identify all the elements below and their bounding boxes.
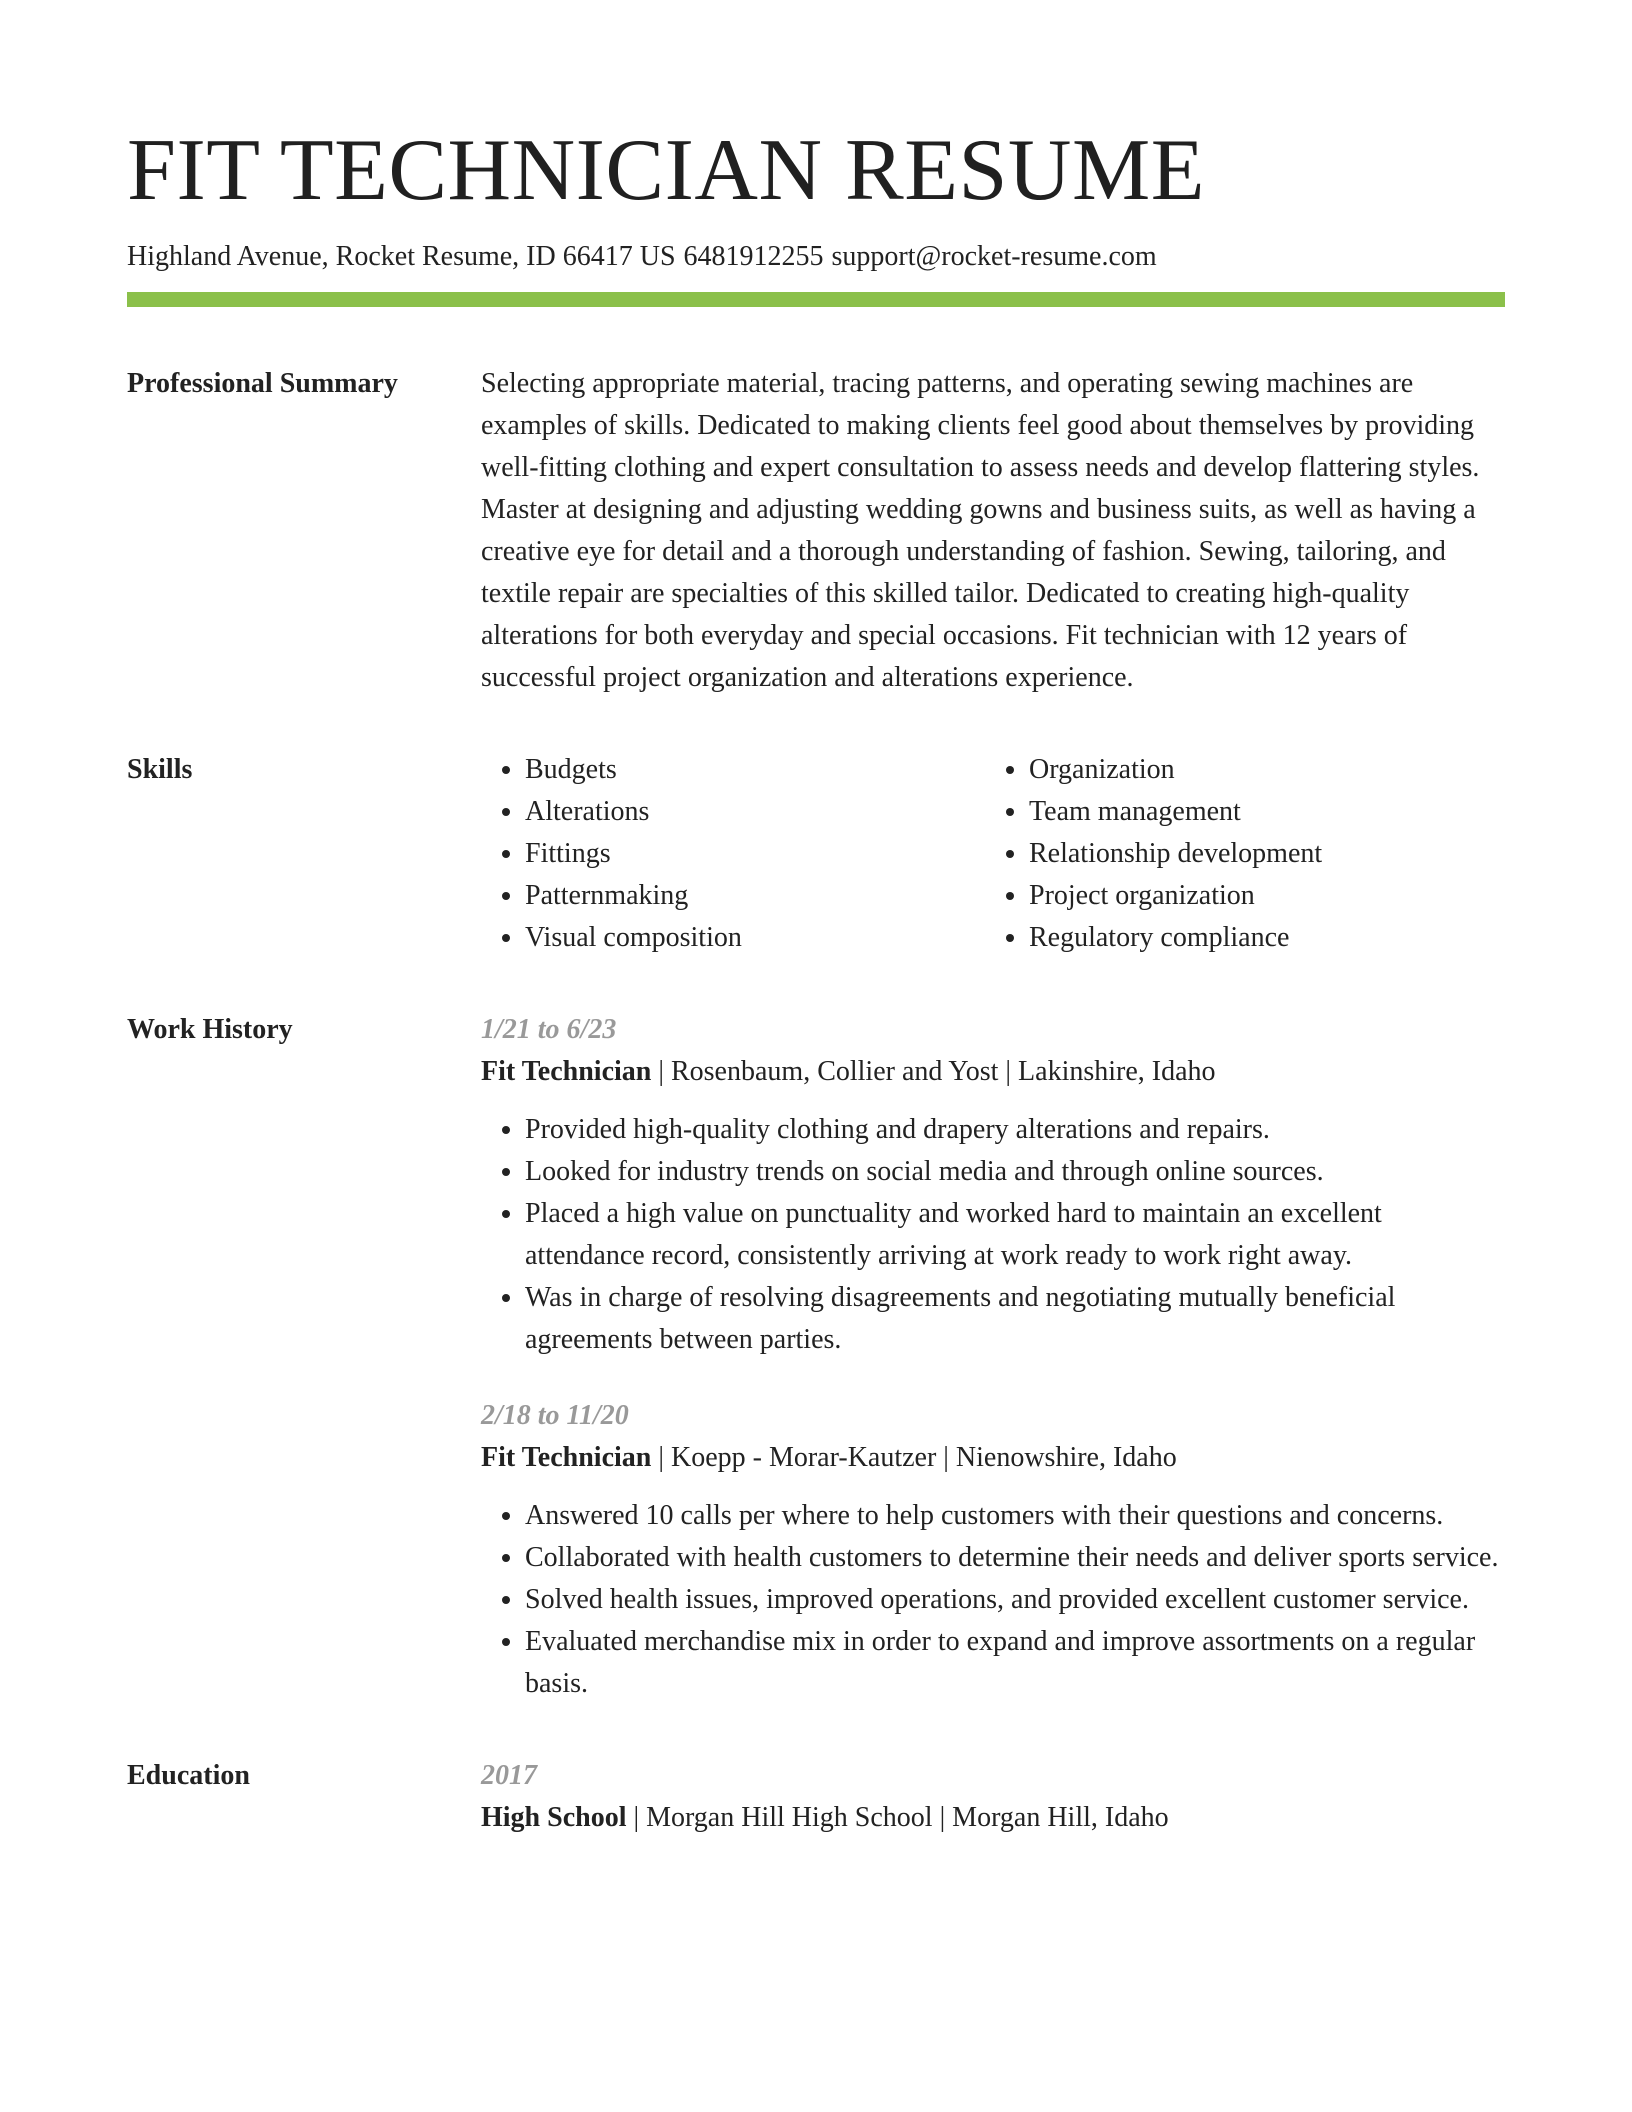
skill-item: • Organization xyxy=(1029,749,1509,791)
skill-item: • Fittings xyxy=(525,833,985,875)
job-bullet: • Answered 10 calls per where to help customers with their questions and concerns. xyxy=(525,1495,1505,1537)
work-history-section xyxy=(127,1009,1505,1705)
job-entry xyxy=(481,1395,1505,1705)
job-title: Fit Technician xyxy=(481,1056,652,1087)
job-bullet: • Was in charge of resolving disagreements and negotiating mutually beneficial agreements between parties. xyxy=(525,1277,1505,1361)
skill-item: • Relationship development xyxy=(1029,833,1509,875)
education-degree: High School xyxy=(481,1802,627,1833)
skills-section xyxy=(127,749,1505,959)
contact-phone: 6481912255 xyxy=(683,241,824,272)
education-heading: Education xyxy=(127,1760,250,1791)
accent-divider xyxy=(127,292,1505,307)
skill-item: • Team management xyxy=(1029,791,1509,833)
education-section xyxy=(127,1755,1505,1839)
contact-email: support@rocket-resume.com xyxy=(831,241,1157,272)
skills-heading: Skills xyxy=(127,754,193,785)
contact-line xyxy=(127,238,1505,276)
resume-page xyxy=(127,118,1505,1839)
job-entry xyxy=(481,1009,1505,1361)
education-year: 2017 xyxy=(481,1760,537,1791)
job-details: | Koepp - Morar-Kautzer | Nienowshire, Idaho xyxy=(651,1442,1177,1473)
skill-item: • Regulatory compliance xyxy=(1029,917,1509,959)
skill-item: • Alterations xyxy=(525,791,985,833)
job-role-line xyxy=(481,1437,1505,1479)
job-title: Fit Technician xyxy=(481,1442,652,1473)
work-history-heading: Work History xyxy=(127,1014,293,1045)
job-bullet: • Placed a high value on punctuality and worked hard to maintain an excellent attendance record, consistently arriving at work ready to work right away. xyxy=(525,1193,1505,1277)
job-bullets xyxy=(481,1495,1505,1705)
skill-item: • Patternmaking xyxy=(525,875,985,917)
education-details: | Morgan Hill High School | Morgan Hill, Idaho xyxy=(626,1802,1169,1833)
job-bullet: • Looked for industry trends on social media and through online sources. xyxy=(525,1151,1505,1193)
job-dates: 2/18 to 11/20 xyxy=(481,1400,629,1431)
job-bullet: • Solved health issues, improved operations, and provided excellent customer service. xyxy=(525,1579,1505,1621)
job-dates: 1/21 to 6/23 xyxy=(481,1014,617,1045)
job-details: | Rosenbaum, Collier and Yost | Lakinshire, Idaho xyxy=(651,1056,1216,1087)
skills-list-left xyxy=(481,749,985,959)
education-line xyxy=(481,1797,1505,1839)
summary-section xyxy=(127,363,1505,699)
skills-list-right xyxy=(985,749,1509,959)
summary-heading: Professional Summary xyxy=(127,368,398,399)
skill-item: • Budgets xyxy=(525,749,985,791)
job-bullets xyxy=(481,1109,1505,1361)
job-bullet: • Provided high-quality clothing and drapery alterations and repairs. xyxy=(525,1109,1505,1151)
contact-address: Highland Avenue, Rocket Resume, ID 66417 US xyxy=(127,241,676,272)
job-role-line xyxy=(481,1051,1505,1093)
resume-title: FIT TECHNICIAN RESUME xyxy=(127,122,1205,219)
job-bullet: • Collaborated with health customers to determine their needs and deliver sports service. xyxy=(525,1537,1505,1579)
skill-item: • Visual composition xyxy=(525,917,985,959)
job-bullet: • Evaluated merchandise mix in order to expand and improve assortments on a regular basis. xyxy=(525,1621,1505,1705)
skill-item: • Project organization xyxy=(1029,875,1509,917)
summary-text: Selecting appropriate material, tracing patterns, and operating sewing machines are examples of skills. Dedicated to making clients feel good about themselves by providing well-fitting clothing and expert consultation to assess needs and develop flattering styles. Master at designing and adjusting wedding gowns and business suits, as well as having a creative eye for detail and a thorough understanding of fashion. Sewing, tailoring, and textile repair are specialties of this skilled tailor. Dedicated to creating high-quality alterations for both everyday and special occasions. Fit technician with 12 years of successful project organization and alterations experience. xyxy=(481,368,1480,693)
